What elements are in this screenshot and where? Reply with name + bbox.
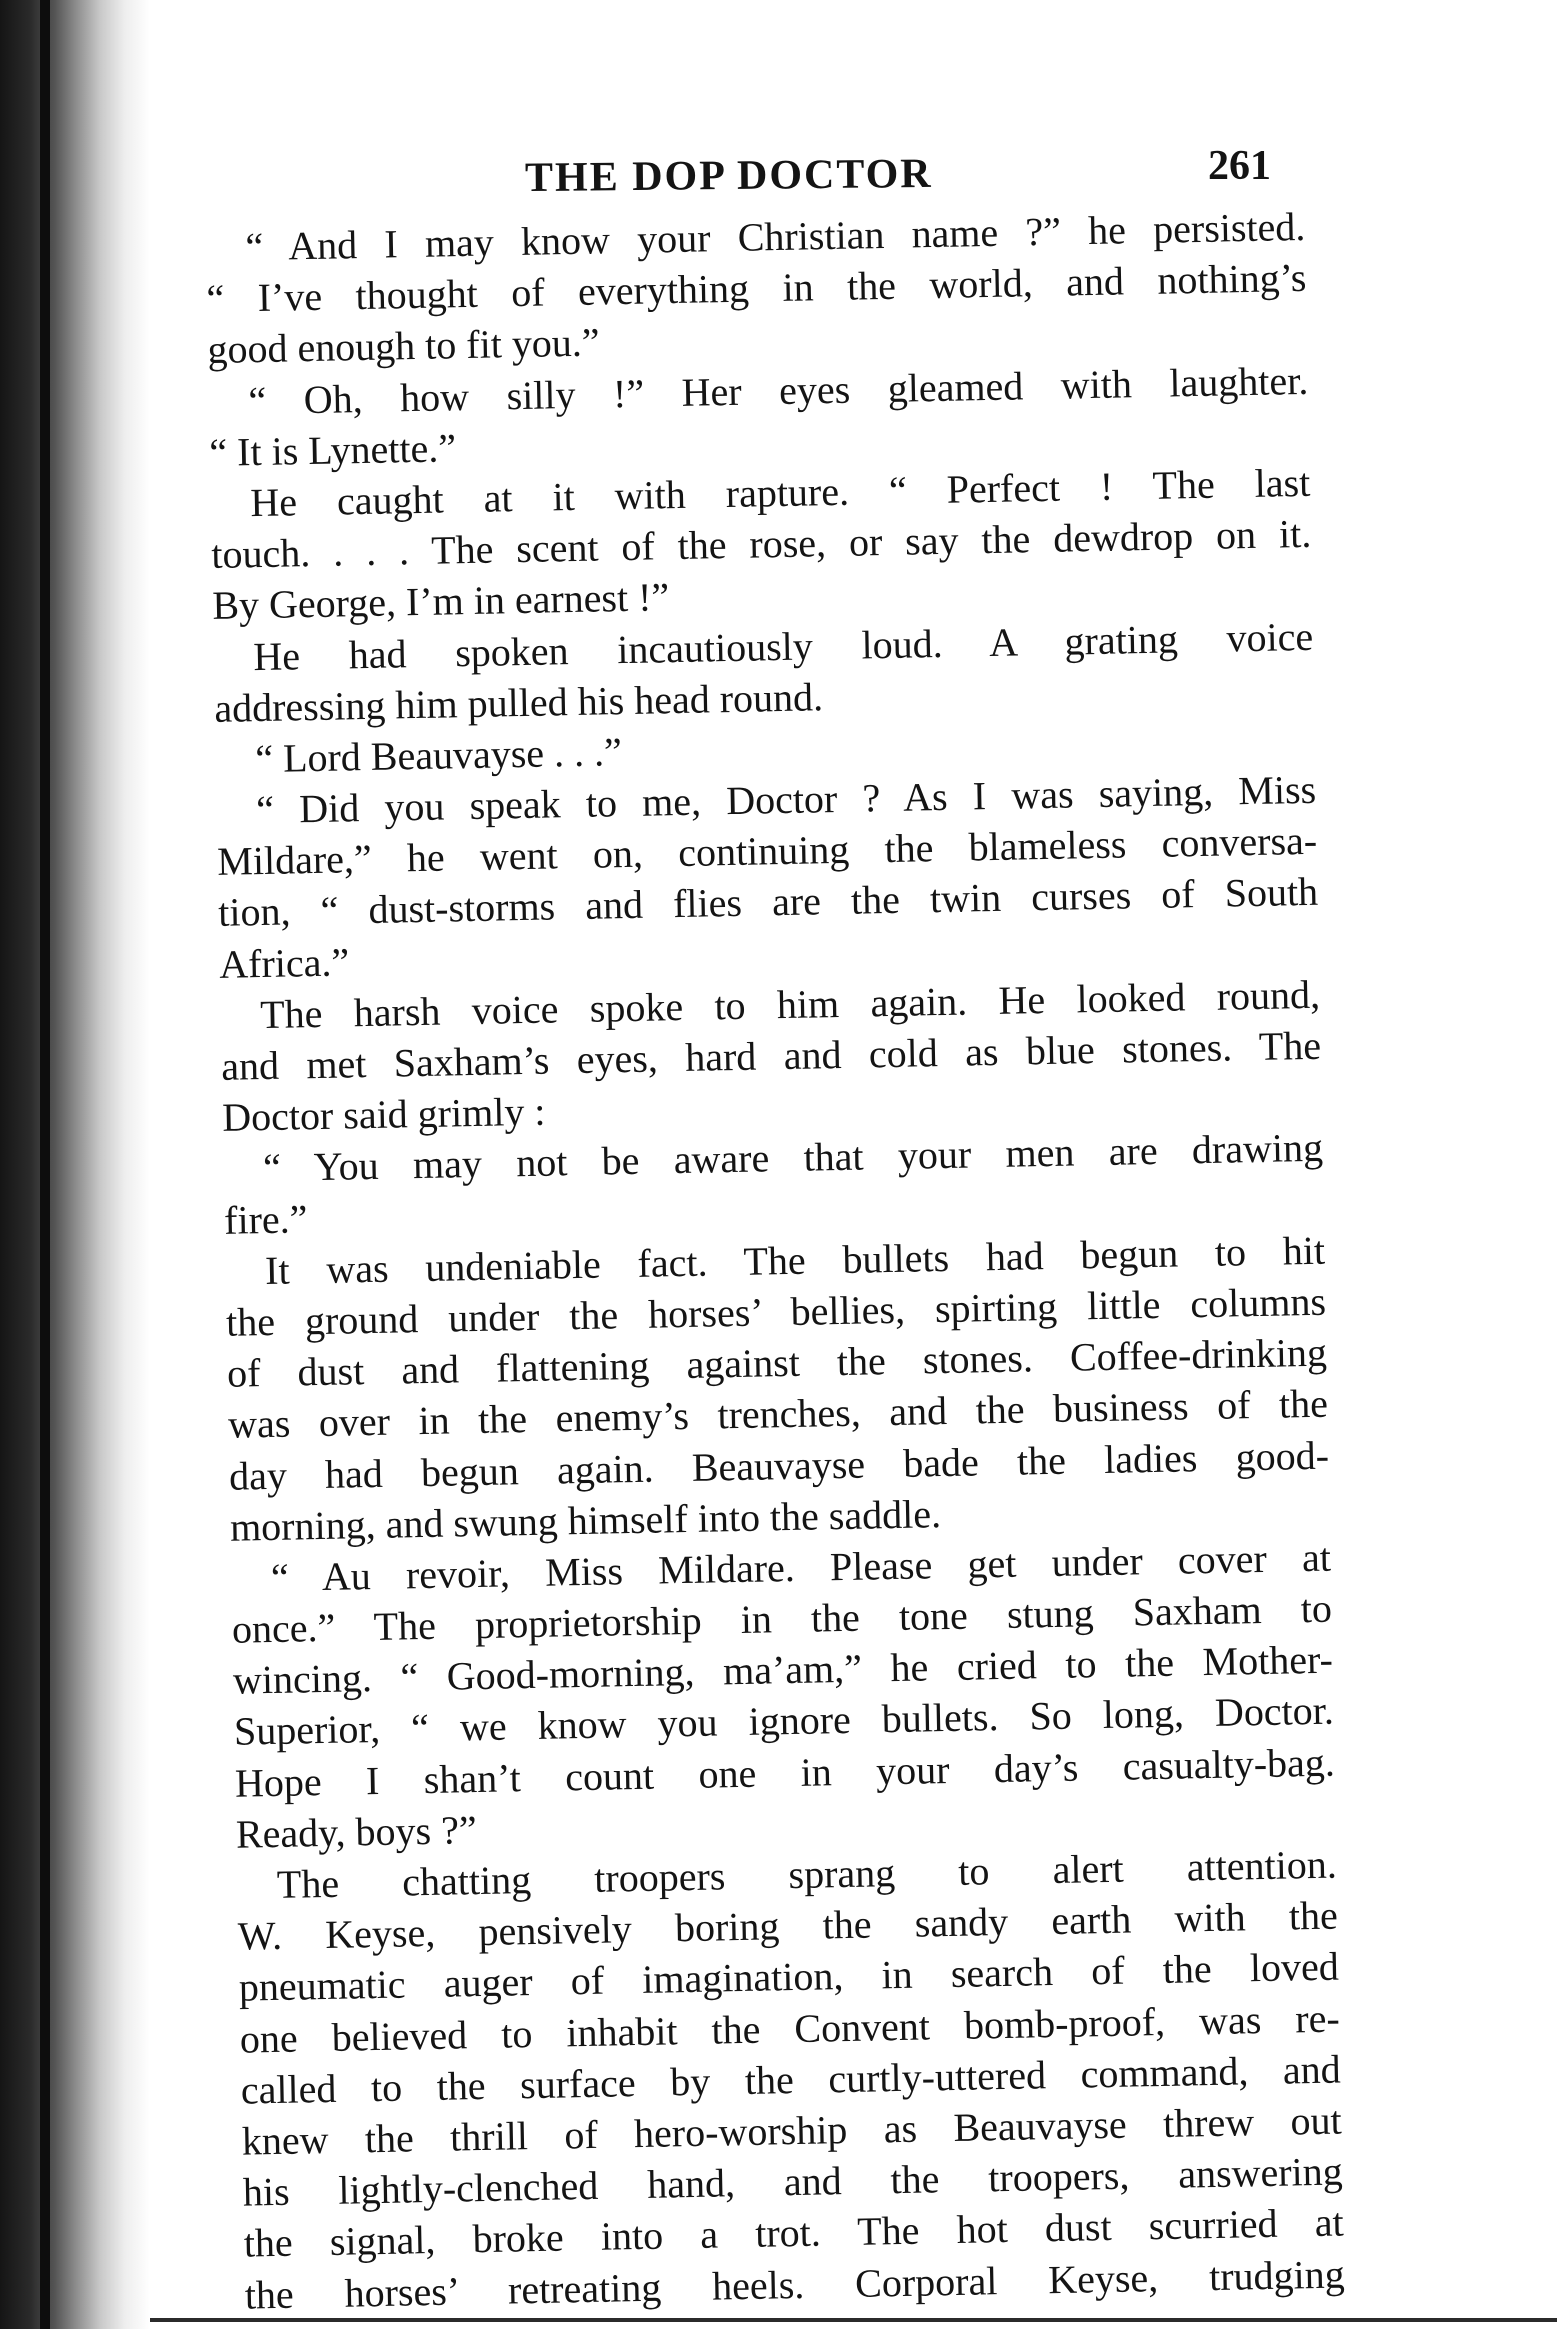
text-line: the ground under the horses’ bellies, spirting little columns [225, 1278, 1327, 1345]
text-line: Hope I shan’t count one in your day’s casualty-bag. [234, 1739, 1336, 1806]
text-line: was over in the enemy’s trenches, and the business of the [227, 1380, 1329, 1448]
text-line: W. Keyse, pensively boring the sandy earth with the [237, 1892, 1339, 1959]
text-line: “ Oh, how silly !” Her eyes gleamed with laughter. [247, 357, 1309, 423]
text-line: the horses’ retreating heels. Corporal Keyse, trudging [244, 2251, 1346, 2318]
text-line: The chatting troopers sprang to alert attention. [276, 1841, 1338, 1907]
body-text [205, 201, 1345, 2320]
text-line: addressing him pulled his head round. [213, 673, 824, 731]
text-line: “ Did you speak to me, Doctor ? As I was saying, Miss [255, 766, 1317, 833]
text-line: once.” The proprietorship in the tone stung Saxham to [231, 1585, 1333, 1652]
text-line: He caught at it with rapture. “ Perfect ! The last [249, 459, 1311, 526]
text-line: wincing. “ Good-morning, ma’am,” he cried to the Mother- [232, 1636, 1334, 1703]
text-line: By George, I’m in earnest !” [211, 574, 670, 629]
text-line: “ Au revoir, Miss Mildare. Please get under cover at [270, 1534, 1332, 1600]
text-line: Superior, “ we know you ignore bullets. So long, Doctor. [233, 1688, 1335, 1755]
text-line: morning, and swung himself into the saddle. [229, 1490, 942, 1550]
text-line: touch. . . . The scent of the rose, or say the dewdrop on it. [210, 510, 1312, 578]
text-line: day had begun again. Beauvayse bade the ladies good- [228, 1432, 1330, 1499]
text-line: “ And I may know your Christian name ?” he persisted. [245, 203, 1306, 270]
text-line: one believed to inhabit the Convent bomb-proof, was re- [239, 1995, 1341, 2062]
text-line: knew the thrill of hero-worship as Beauvayse threw out [241, 2097, 1343, 2164]
text-line: of dust and flattening against the stones. Coffee-drinking [226, 1329, 1328, 1396]
text-line: fire.” [223, 1195, 308, 1243]
page-number: 261 [1208, 143, 1271, 189]
text-line: “ Lord Beauvayse . . .” [254, 728, 623, 782]
text-line: “ You may not be aware that your men are drawing [262, 1125, 1324, 1191]
text-line: He had spoken incautiously loud. A grating voice [252, 613, 1314, 679]
text-line: The harsh voice spoke to him again. He looked round, [259, 971, 1321, 1037]
text-line: It was undeniable fact. The bullets had begun to hit [264, 1227, 1326, 1293]
text-line: Africa.” [218, 938, 350, 987]
binding-edge-streak [40, 0, 50, 2329]
text-line: Mildare,” he went on, continuing the blameless conversa- [216, 818, 1318, 885]
text-line: his lightly-clenched hand, and the troopers, answering [242, 2148, 1344, 2215]
text-line: good enough to fit you.” [207, 319, 600, 373]
book-binding-shadow [0, 0, 150, 2329]
running-title: THE DOP DOCTOR [524, 150, 933, 202]
text-line: Doctor said grimly : [221, 1088, 546, 1141]
text-line: the signal, broke into a trot. The hot dust scurried at [243, 2199, 1345, 2266]
text-line: Ready, boys ?” [235, 1806, 478, 1857]
text-line: “ I’ve thought of everything in the world, and nothing’s [206, 255, 1307, 322]
text-line: and met Saxham’s eyes, hard and cold as blue stones. The [220, 1022, 1322, 1089]
text-line: “ It is Lynette.” [208, 424, 457, 475]
text-line: tion, “ dust-storms and flies are the twin curses of South [217, 869, 1319, 936]
bottom-edge-rule [150, 2318, 1557, 2322]
text-line: pneumatic auger of imagination, in search of the loved [238, 1943, 1340, 2011]
text-line: called to the surface by the curtly-uttered command, and [240, 2046, 1342, 2113]
